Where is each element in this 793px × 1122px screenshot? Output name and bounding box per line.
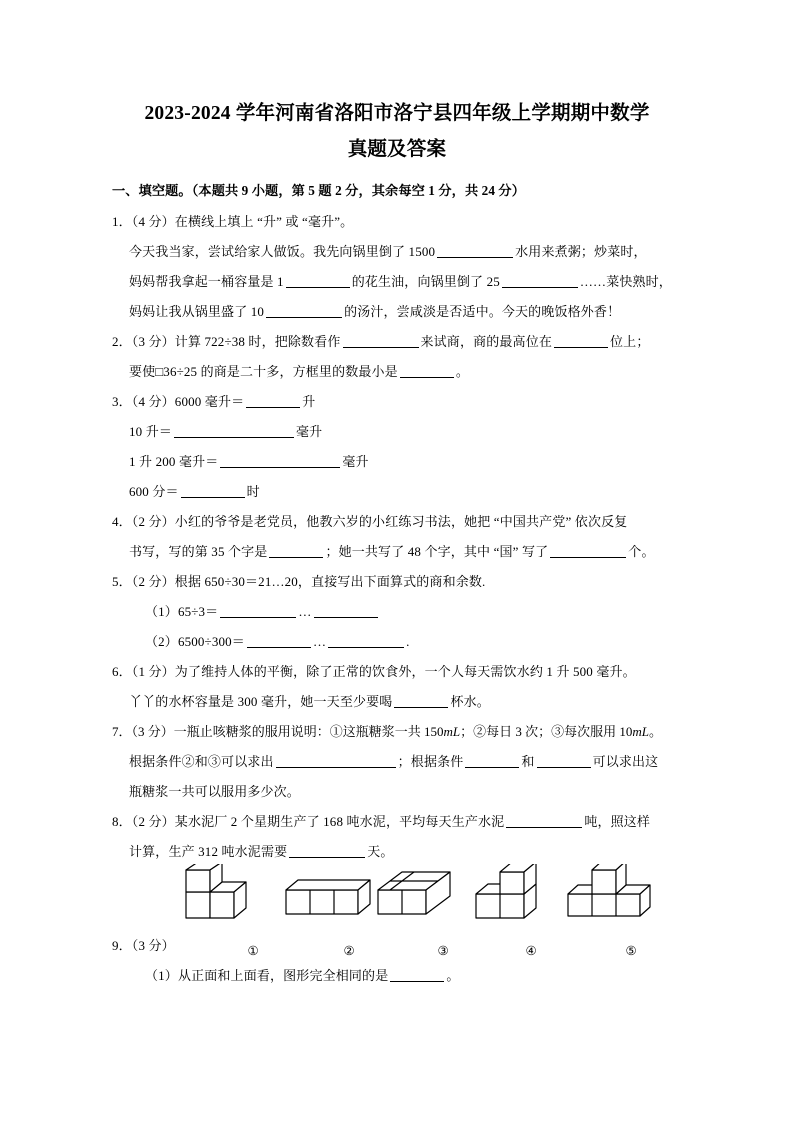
q5-blank-4[interactable] bbox=[328, 634, 404, 648]
question-2-line-1 bbox=[112, 327, 682, 357]
question-2 bbox=[112, 327, 682, 387]
question-5-line-1: 5．（2 分）根据 650÷30＝21…20，直接写出下面算式的商和余数. bbox=[112, 574, 486, 589]
q8-blank-2[interactable] bbox=[289, 844, 365, 858]
question-4-line-1: 4．（2 分）小红的爷爷是老党员，他教六岁的小红练习书法，她把 “中国共产党” 依次反复 bbox=[112, 514, 628, 529]
q3-blank-2[interactable] bbox=[174, 424, 294, 438]
q7-text-2b: ；根据条件 bbox=[397, 754, 464, 769]
q5-text-3b: … bbox=[312, 634, 327, 649]
q4-text-2c: 个。 bbox=[628, 544, 655, 559]
question-9-line-2 bbox=[112, 961, 682, 991]
q3-text-2a: 10 升＝ bbox=[129, 424, 172, 439]
cube-figure-4-icon bbox=[472, 864, 554, 931]
q6-text-2b: 杯水。 bbox=[450, 694, 490, 709]
question-8-line-2 bbox=[112, 837, 682, 867]
q2-text-1a: 2．（3 分）计算 722÷38 时，把除数看作 bbox=[112, 334, 341, 349]
question-9-line-1 bbox=[112, 931, 682, 961]
q7-text-1b: ；②每日 3 次；③每次服用 10 bbox=[460, 724, 633, 739]
q7-unit-1: mL bbox=[443, 724, 461, 739]
figure-label-5: ⑤ bbox=[625, 944, 637, 959]
question-7-line-3: 瓶糖浆一共可以服用多少次。 bbox=[129, 784, 300, 799]
question-3 bbox=[112, 387, 682, 507]
q1-text-3b: 的花生油，向锅里倒了 25 bbox=[351, 274, 500, 289]
q4-blank-1[interactable] bbox=[269, 544, 323, 558]
figure-label-1: ① bbox=[247, 944, 259, 959]
q9-text-2a: （1）从正面和上面看，图形完全相同的是 bbox=[145, 968, 389, 983]
q7-blank-2[interactable] bbox=[465, 754, 519, 768]
q1-text-4b: 的汤汁，尝咸淡是否适中。今天的晚饭格外香！ bbox=[344, 304, 621, 319]
question-8 bbox=[112, 807, 682, 867]
q8-text-1b: 吨，照这样 bbox=[584, 814, 651, 829]
figure-label-4: ④ bbox=[525, 944, 537, 959]
question-2-line-2 bbox=[112, 357, 682, 387]
q9-text-2b: 。 bbox=[446, 968, 460, 983]
q7-text-2c: 和 bbox=[521, 754, 535, 769]
q2-text-1c: 位上； bbox=[610, 334, 650, 349]
q2-text-1b: 来试商，商的最高位在 bbox=[420, 334, 553, 349]
question-1-line-1: 1．（4 分）在横线上填上 “升” 或 “毫升”。 bbox=[112, 214, 354, 229]
q2-text-2a: 要使□36÷25 的商是二十多，方框里的数最小是 bbox=[129, 364, 398, 379]
q5-text-2b: … bbox=[298, 604, 312, 619]
question-1-line-2 bbox=[112, 237, 682, 267]
q1-text-3c: ……菜快熟时， bbox=[579, 274, 672, 289]
q3-text-1b: 升 bbox=[302, 394, 316, 409]
q1-blank-1[interactable] bbox=[437, 244, 513, 258]
q1-text-3a: 妈妈帮我拿起一桶容量是 1 bbox=[129, 274, 284, 289]
q5-text-2a: （1）65÷3＝ bbox=[145, 604, 219, 619]
title-line-2: 真题及答案 bbox=[347, 139, 447, 160]
q1-blank-4[interactable] bbox=[266, 304, 342, 318]
q2-blank-1[interactable] bbox=[343, 334, 419, 348]
page-content bbox=[112, 96, 682, 991]
q8-text-1a: 8．（2 分）某水泥厂 2 个星期生产了 168 吨水泥，平均每天生产水泥 bbox=[112, 814, 505, 829]
q3-blank-4[interactable] bbox=[181, 484, 245, 498]
question-1 bbox=[112, 207, 682, 327]
q7-text-1c: 。 bbox=[649, 724, 663, 739]
cube-figure-3-icon bbox=[374, 864, 460, 931]
figure-label-3: ③ bbox=[437, 944, 449, 959]
q5-text-3a: （2）6500÷300＝ bbox=[145, 634, 245, 649]
question-9-number: 9．（3 分） bbox=[112, 938, 175, 953]
question-1-line-4 bbox=[112, 297, 682, 327]
question-3-line-4 bbox=[112, 477, 682, 507]
question-6-line-2 bbox=[112, 687, 682, 717]
q5-blank-3[interactable] bbox=[247, 634, 311, 648]
q2-text-2b: 。 bbox=[455, 364, 469, 379]
q3-text-1a: 3．（4 分）6000 毫升＝ bbox=[112, 394, 245, 409]
cube-figure-5-icon bbox=[564, 864, 664, 931]
figure-label-2: ② bbox=[343, 944, 355, 959]
q1-blank-2[interactable] bbox=[286, 274, 350, 288]
q6-text-2a: 丫丫的水杯容量是 300 毫升，她一天至少要喝 bbox=[129, 694, 393, 709]
question-7-line-1 bbox=[112, 717, 682, 747]
question-6-line-1: 6．（1 分）为了维持人体的平衡，除了正常的饮食外，一个人每天需饮水约 1 升 500 毫升。 bbox=[112, 664, 636, 679]
q3-text-4b: 时 bbox=[246, 484, 260, 499]
question-1-line-3 bbox=[112, 267, 682, 297]
q7-blank-3[interactable] bbox=[537, 754, 591, 768]
question-7-line-2 bbox=[112, 747, 682, 777]
q5-blank-1[interactable] bbox=[220, 604, 296, 618]
q3-text-3a: 1 升 200 毫升＝ bbox=[129, 454, 219, 469]
cube-figure-2-icon bbox=[282, 864, 378, 931]
cube-figures-row bbox=[112, 869, 682, 931]
q8-text-2a: 计算，生产 312 吨水泥需要 bbox=[129, 844, 288, 859]
question-7 bbox=[112, 717, 682, 807]
q3-text-4a: 600 分＝ bbox=[129, 484, 179, 499]
q4-text-2a: 书写，写的第 35 个字是 bbox=[129, 544, 268, 559]
q2-blank-3[interactable] bbox=[400, 364, 454, 378]
q7-blank-1[interactable] bbox=[276, 754, 396, 768]
cube-figure-1-icon bbox=[180, 864, 260, 931]
question-4-line-2 bbox=[112, 537, 682, 567]
q2-blank-2[interactable] bbox=[554, 334, 608, 348]
q4-blank-2[interactable] bbox=[550, 544, 626, 558]
q5-blank-2[interactable] bbox=[314, 604, 378, 618]
q3-blank-1[interactable] bbox=[246, 394, 300, 408]
q5-text-3c: . bbox=[406, 634, 410, 649]
q3-blank-3[interactable] bbox=[220, 454, 340, 468]
q1-text-4a: 妈妈让我从锅里盛了 10 bbox=[129, 304, 265, 319]
q7-text-2a: 根据条件②和③可以求出 bbox=[129, 754, 274, 769]
question-6 bbox=[112, 657, 682, 717]
q1-blank-3[interactable] bbox=[502, 274, 578, 288]
q7-unit-2: mL bbox=[632, 724, 650, 739]
q8-blank-1[interactable] bbox=[506, 814, 582, 828]
section-heading-fill-in-blanks: 一、填空题。（本题共 9 小题，第 5 题 2 分，其余每空 1 分，共 24 分） bbox=[112, 183, 526, 198]
question-3-line-2 bbox=[112, 417, 682, 447]
q7-text-2d: 可以求出这 bbox=[592, 754, 659, 769]
question-5 bbox=[112, 567, 682, 657]
q3-text-3b: 毫升 bbox=[342, 454, 369, 469]
page-title bbox=[112, 96, 682, 168]
question-3-line-3 bbox=[112, 447, 682, 477]
question-3-line-1 bbox=[112, 387, 682, 417]
q4-text-2b: ；她一共写了 48 个字，其中 “国” 写了 bbox=[325, 544, 549, 559]
question-9 bbox=[112, 931, 682, 991]
question-4 bbox=[112, 507, 682, 567]
figure-labels-row bbox=[178, 936, 637, 959]
q1-text-2b: 水用来煮粥；炒菜时， bbox=[515, 244, 647, 259]
q6-blank-1[interactable] bbox=[394, 694, 448, 708]
question-8-line-1 bbox=[112, 807, 682, 837]
question-5-line-3 bbox=[112, 627, 682, 657]
q9-blank-1[interactable] bbox=[390, 968, 444, 982]
q3-text-2b: 毫升 bbox=[296, 424, 323, 439]
q1-text-2a: 今天我当家，尝试给家人做饭。我先向锅里倒了 1500 bbox=[129, 244, 436, 259]
q7-text-1a: 7．（3 分）一瓶止咳糖浆的服用说明：①这瓶糖浆一共 150 bbox=[112, 724, 444, 739]
title-line-1: 2023-2024 学年河南省洛阳市洛宁县四年级上学期期中数学 bbox=[144, 103, 650, 124]
q8-text-2b: 天。 bbox=[367, 844, 394, 859]
question-5-line-2 bbox=[112, 597, 682, 627]
